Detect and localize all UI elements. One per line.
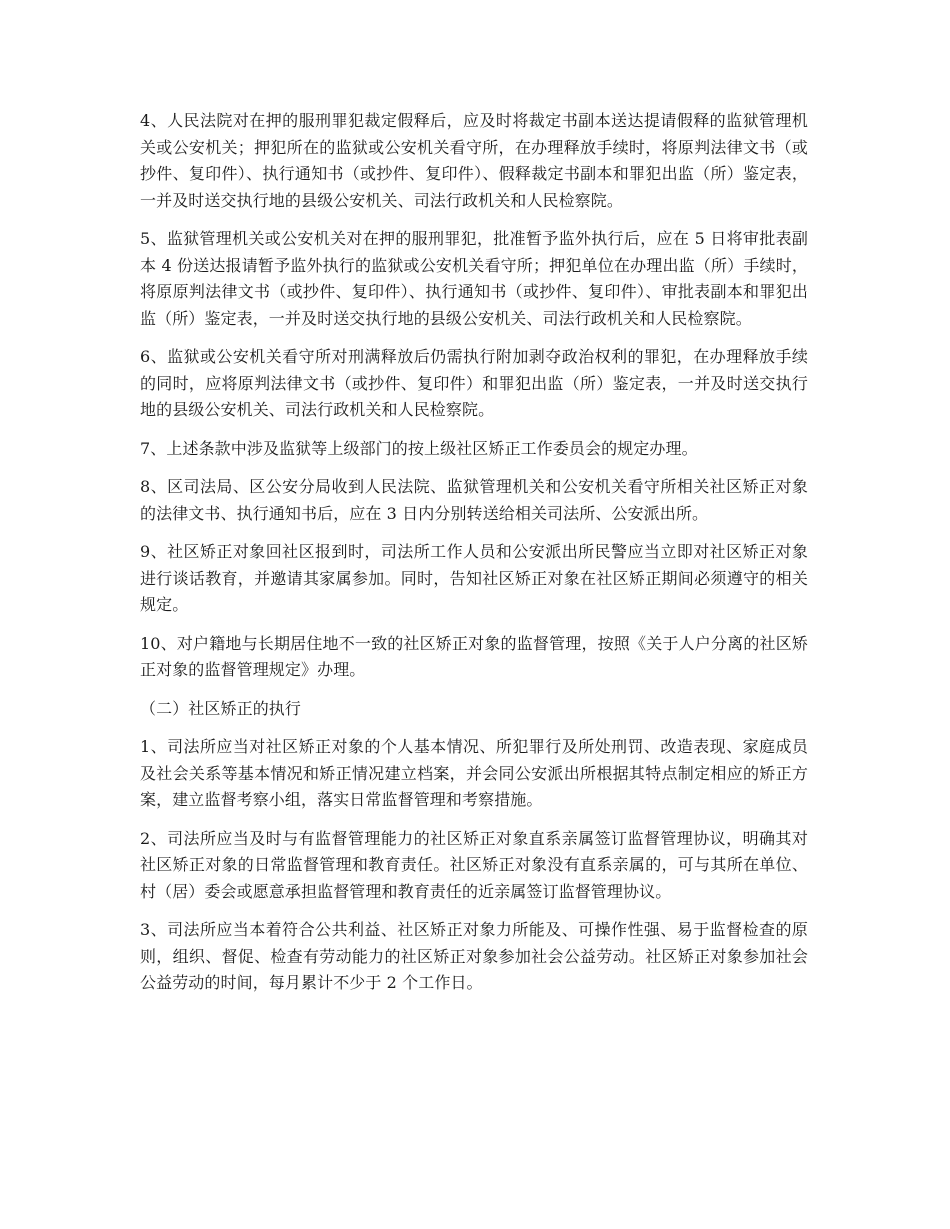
paragraph-4-parole: 4、人民法院对在押的服刑罪犯裁定假释后，应及时将裁定书副本送达提请假释的监狱管理机关或公安机关；押犯所在的监狱或公安机关看守所，在办理释放手续时，将原判法律文书（或抄件、复印件）、执行通知书（或抄件、复印件）、假释裁定书副本和罪犯出监（所）鉴定表，一并及时送交执行地的县级公安机关、司法行政机关和人民检察院。 (140, 111, 808, 210)
paragraph-1-archives: 1、司法所应当对社区矫正对象的个人基本情况、所犯罪行及所处刑罚、改造表现、家庭成员及社会关系等基本情况和矫正情况建立档案，并会同公安派出所根据其特点制定相应的矫正方案，建立监督考察小组，落实日常监督管理和考察措施。 (140, 737, 808, 809)
document-body (140, 108, 808, 1009)
paragraph-6-deprivation-rights: 6、监狱或公安机关看守所对刑满释放后仍需执行附加剥夺政治权利的罪犯，在办理释放手续的同时，应将原判法律文书（或抄件、复印件）和罪犯出监（所）鉴定表，一并及时送交执行地的县级公安机关、司法行政机关和人民检察院。 (140, 347, 808, 419)
paragraph-7-superior-departments: 7、上述条款中涉及监狱等上级部门的按上级社区矫正工作委员会的规定办理。 (140, 438, 698, 458)
paragraph-3-public-labor: 3、司法所应当本着符合公共利益、社区矫正对象力所能及、可操作性强、易于监督检查的原则，组织、督促、检查有劳动能力的社区矫正对象参加社会公益劳动。社区矫正对象参加社会公益劳动的时间，每月累计不少于 2 个工作日。 (140, 920, 808, 992)
paragraph-10-household-separation: 10、对户籍地与长期居住地不一致的社区矫正对象的监督管理，按照《关于人户分离的社区矫正对象的监督管理规定》办理。 (140, 633, 808, 679)
paragraph-2-supervision-agreement: 2、司法所应当及时与有监督管理能力的社区矫正对象直系亲属签订监督管理协议，明确其对社区矫正对象的日常监督管理和教育责任。社区矫正对象没有直系亲属的，可与其所在单位、村（居）委会或愿意承担监督管理和教育责任的近亲属签订监督管理协议。 (140, 828, 808, 901)
section-heading-execution: （二）社区矫正的执行 (140, 698, 302, 718)
paragraph-5-temporary-execution: 5、监狱管理机关或公安机关对在押的服刑罪犯，批准暂予监外执行后，应在 5 日将审批表副本 4 份送达报请暂予监外执行的监狱或公安机关看守所；押犯单位在办理出监（所）手续时，将原原判法律文书（或抄件、复印件）、执行通知书（或抄件、复印件）、审批表副本和罪犯出监（所）鉴定表，一并及时送交执行地的县级公安机关、司法行政机关和人民检察院。 (140, 229, 808, 328)
paragraph-9-reporting: 9、社区矫正对象回社区报到时，司法所工作人员和公安派出所民警应当立即对社区矫正对象进行谈话教育，并邀请其家属参加。同时，告知社区矫正对象在社区矫正期间必须遵守的相关规定。 (140, 542, 808, 614)
paragraph-8-transfer-documents: 8、区司法局、区公安分局收到人民法院、监狱管理机关和公安机关看守所相关社区矫正对象的法律文书、执行通知书后，应在 3 日内分别转送给相关司法所、公安派出所。 (140, 477, 808, 523)
